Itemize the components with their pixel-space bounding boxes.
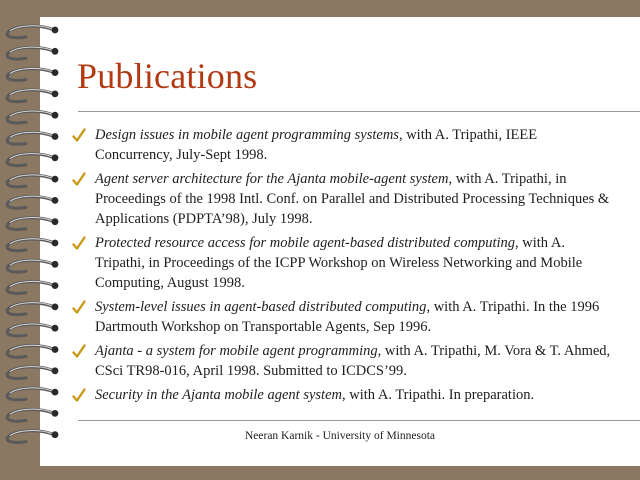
checkmark-icon (72, 172, 86, 186)
publication-title: Ajanta - a system for mobile agent programming (95, 343, 378, 359)
binding-ring (7, 111, 58, 123)
binding-ring (7, 26, 58, 38)
publication-details: , with A. Tripathi. In the 1996 Dartmouth Workshop on Transportable Agents, Sep 1996. (95, 299, 600, 335)
publication-details: , with A. Tripathi, in Proceedings of the ICPP Workshop on Wireless Networking and Mobile Computing, August 1998. (95, 235, 583, 291)
binding-ring (7, 430, 58, 442)
top-divider (78, 111, 640, 112)
publication-title: Design issues in mobile agent programming systems (95, 127, 399, 143)
publication-item (72, 385, 612, 405)
binding-ring (7, 132, 58, 144)
publication-details: , with A. Tripathi, IEEE Concurrency, July-Sept 1998. (95, 127, 538, 163)
slide-page (40, 17, 640, 466)
publication-details: , with A. Tripathi. In preparation. (342, 387, 535, 403)
checkmark-icon (72, 344, 86, 358)
publication-title: Protected resource access for mobile agent-based distributed computing (95, 235, 516, 251)
binding-ring (7, 409, 58, 421)
publication-item (72, 169, 612, 229)
binding-ring (7, 239, 58, 251)
publication-item (72, 341, 612, 381)
binding-ring (7, 217, 58, 229)
publication-title: Security in the Ajanta mobile agent system (95, 387, 342, 403)
binding-ring (7, 388, 58, 400)
publication-details: , with A. Tripathi, M. Vora & T. Ahmed, CSci TR98-016, April 1998. Submitted to ICDCS’99. (95, 343, 611, 379)
binding-ring (7, 367, 58, 379)
checkmark-icon (72, 300, 86, 314)
bottom-divider (78, 420, 640, 421)
binding-ring (7, 345, 58, 357)
publication-title: Agent server architecture for the Ajanta mobile-agent system (95, 171, 449, 187)
publication-item (72, 233, 612, 293)
spiral-binding-icon (0, 0, 70, 480)
binding-ring (7, 281, 58, 293)
checkmark-icon (72, 388, 86, 402)
binding-ring (7, 324, 58, 336)
publication-item (72, 125, 612, 165)
binding-ring (7, 90, 58, 102)
binding-ring (7, 175, 58, 187)
publication-item (72, 297, 612, 337)
checkmark-icon (72, 128, 86, 142)
binding-ring (7, 303, 58, 315)
publication-title: System-level issues in agent-based distributed computing (95, 299, 427, 315)
publication-list (72, 125, 612, 409)
binding-ring (7, 154, 58, 166)
slide-footer: Neeran Karnik - University of Minnesota (244, 430, 435, 442)
checkmark-icon (72, 236, 86, 250)
binding-ring (7, 260, 58, 272)
binding-ring (7, 47, 58, 59)
binding-ring (7, 68, 58, 80)
binding-ring (7, 196, 58, 208)
publication-details: , with A. Tripathi, in Proceedings of the 1998 Intl. Conf. on Parallel and Distributed Processing Techniques & Applications (PDPTA’98), July 1998. (95, 171, 610, 227)
slide-title: Publications (77, 56, 258, 96)
